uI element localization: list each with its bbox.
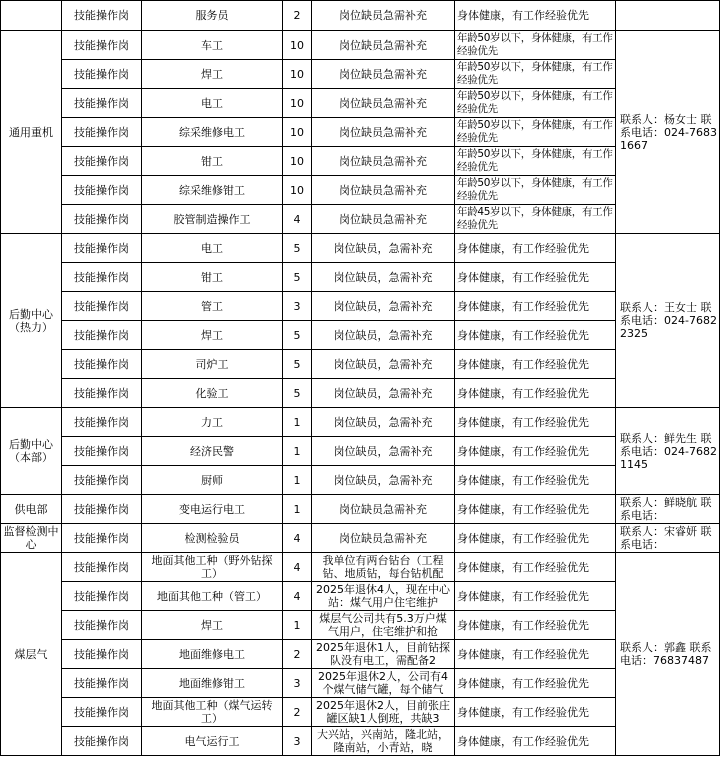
table-body <box>1 1 720 756</box>
post-name-cell: 变电运行电工 <box>142 495 283 524</box>
reason-cell: 岗位缺员，急需补充 <box>312 321 455 350</box>
headcount-cell: 3 <box>283 727 312 756</box>
contact-cell <box>616 1 720 31</box>
headcount-cell: 5 <box>283 234 312 263</box>
unit-cell: 通用重机 <box>1 31 62 234</box>
reason-cell: 岗位缺员急需补充 <box>312 1 455 31</box>
table-row <box>1 408 720 437</box>
post-name-cell: 管工 <box>142 292 283 321</box>
headcount-cell: 5 <box>283 321 312 350</box>
requirement-cell: 身体健康，有工作经验优先 <box>455 466 616 495</box>
requirement-cell: 年龄50岁以下，身体健康，有工作经验优先 <box>455 60 616 89</box>
position-type-cell: 技能操作岗 <box>62 89 142 118</box>
position-type-cell: 技能操作岗 <box>62 553 142 582</box>
position-type-cell: 技能操作岗 <box>62 321 142 350</box>
position-type-cell: 技能操作岗 <box>62 118 142 147</box>
position-type-cell: 技能操作岗 <box>62 408 142 437</box>
requirement-cell: 身体健康，有工作经验优先 <box>455 640 616 669</box>
post-name-cell: 地面其他工种（煤气运转工） <box>142 698 283 727</box>
post-name-cell: 钳工 <box>142 263 283 292</box>
requirement-cell: 年龄50岁以下，身体健康，有工作经验优先 <box>455 89 616 118</box>
requirement-cell: 年龄50岁以下，身体健康，有工作经验优先 <box>455 31 616 60</box>
table-row <box>1 350 720 379</box>
table-row <box>1 698 720 727</box>
post-name-cell: 焊工 <box>142 60 283 89</box>
post-name-cell: 服务员 <box>142 1 283 31</box>
post-name-cell: 电气运行工 <box>142 727 283 756</box>
requirement-cell: 身体健康，有工作经验优先 <box>455 379 616 408</box>
requirement-cell: 年龄50岁以下，身体健康，有工作经验优先 <box>455 147 616 176</box>
reason-cell: 我单位有两台钻台（工程钻、地质钻，每台钻机配 <box>312 553 455 582</box>
headcount-cell: 2 <box>283 1 312 31</box>
post-name-cell: 地面维修电工 <box>142 640 283 669</box>
post-name-cell: 厨师 <box>142 466 283 495</box>
table-row <box>1 611 720 640</box>
table-row <box>1 727 720 756</box>
position-type-cell: 技能操作岗 <box>62 466 142 495</box>
headcount-cell: 1 <box>283 466 312 495</box>
table-row <box>1 31 720 60</box>
post-name-cell: 经济民警 <box>142 437 283 466</box>
requirement-cell: 身体健康，有工作经验优先 <box>455 1 616 31</box>
headcount-cell: 4 <box>283 553 312 582</box>
post-name-cell: 综采维修钳工 <box>142 176 283 205</box>
requirement-cell: 年龄50岁以下，身体健康，有工作经验优先 <box>455 176 616 205</box>
headcount-cell: 1 <box>283 611 312 640</box>
post-name-cell: 综采维修电工 <box>142 118 283 147</box>
position-type-cell: 技能操作岗 <box>62 263 142 292</box>
table-row <box>1 437 720 466</box>
table-row <box>1 524 720 553</box>
table-row <box>1 466 720 495</box>
headcount-cell: 5 <box>283 263 312 292</box>
reason-cell: 岗位缺员，急需补充 <box>312 466 455 495</box>
headcount-cell: 2 <box>283 698 312 727</box>
post-name-cell: 钳工 <box>142 147 283 176</box>
position-type-cell: 技能操作岗 <box>62 640 142 669</box>
headcount-cell: 10 <box>283 118 312 147</box>
reason-cell: 岗位缺员急需补充 <box>312 31 455 60</box>
position-type-cell: 技能操作岗 <box>62 350 142 379</box>
reason-cell: 岗位缺员，急需补充 <box>312 350 455 379</box>
headcount-cell: 2 <box>283 640 312 669</box>
reason-cell: 岗位缺员急需补充 <box>312 60 455 89</box>
reason-cell: 大兴站，兴南站，隆北站，隆南站，小青站，晓 <box>312 727 455 756</box>
post-name-cell: 焊工 <box>142 611 283 640</box>
table-row <box>1 205 720 234</box>
headcount-cell: 3 <box>283 669 312 698</box>
table-row <box>1 89 720 118</box>
post-name-cell: 地面其他工种（野外钻探工） <box>142 553 283 582</box>
position-type-cell: 技能操作岗 <box>62 1 142 31</box>
reason-cell: 岗位缺员急需补充 <box>312 118 455 147</box>
requirement-cell: 身体健康，有工作经验优先 <box>455 611 616 640</box>
reason-cell: 岗位缺员急需补充 <box>312 176 455 205</box>
position-type-cell: 技能操作岗 <box>62 176 142 205</box>
reason-cell: 2025年退休2人，公司有4个煤气储气罐，每个储气 <box>312 669 455 698</box>
contact-cell: 联系人：鲜晓航 联系电话： <box>616 495 720 524</box>
requirement-cell: 身体健康，有工作经验优先 <box>455 553 616 582</box>
requirement-cell: 身体健康，有工作经验优先 <box>455 292 616 321</box>
reason-cell: 岗位缺员急需补充 <box>312 205 455 234</box>
table-row <box>1 582 720 611</box>
post-name-cell: 检测检验员 <box>142 524 283 553</box>
post-name-cell: 地面其他工种（管工） <box>142 582 283 611</box>
headcount-cell: 4 <box>283 205 312 234</box>
requirement-cell: 年龄45岁以下，身体健康，有工作经验优先 <box>455 205 616 234</box>
reason-cell: 岗位缺员急需补充 <box>312 524 455 553</box>
position-type-cell: 技能操作岗 <box>62 379 142 408</box>
reason-cell: 岗位缺员，急需补充 <box>312 263 455 292</box>
position-type-cell: 技能操作岗 <box>62 292 142 321</box>
reason-cell: 岗位缺员急需补充 <box>312 495 455 524</box>
headcount-cell: 10 <box>283 31 312 60</box>
headcount-cell: 5 <box>283 379 312 408</box>
post-name-cell: 电工 <box>142 89 283 118</box>
unit-cell: 监督检测中心 <box>1 524 62 553</box>
position-type-cell: 技能操作岗 <box>62 31 142 60</box>
table-row <box>1 147 720 176</box>
headcount-cell: 10 <box>283 147 312 176</box>
requirement-cell: 身体健康，有工作经验优先 <box>455 698 616 727</box>
requirement-cell: 身体健康，有工作经验优先 <box>455 263 616 292</box>
requirement-cell: 年龄50岁以下，身体健康，有工作经验优先 <box>455 118 616 147</box>
requirement-cell: 身体健康，有工作经验优先 <box>455 234 616 263</box>
headcount-cell: 5 <box>283 350 312 379</box>
unit-cell: 供电部 <box>1 495 62 524</box>
table-row <box>1 263 720 292</box>
table-row <box>1 379 720 408</box>
reason-cell: 岗位缺员，急需补充 <box>312 408 455 437</box>
position-type-cell: 技能操作岗 <box>62 727 142 756</box>
reason-cell: 岗位缺员急需补充 <box>312 89 455 118</box>
table-row <box>1 60 720 89</box>
table-row <box>1 234 720 263</box>
position-type-cell: 技能操作岗 <box>62 611 142 640</box>
headcount-cell: 10 <box>283 89 312 118</box>
position-type-cell: 技能操作岗 <box>62 437 142 466</box>
contact-cell: 联系人：杨女士 联系电话：024-76831667 <box>616 31 720 234</box>
post-name-cell: 化验工 <box>142 379 283 408</box>
table-row <box>1 669 720 698</box>
contact-cell: 联系人：郭鑫 联系电话：76837487 <box>616 553 720 756</box>
headcount-cell: 4 <box>283 524 312 553</box>
requirement-cell: 身体健康，有工作经验优先 <box>455 727 616 756</box>
table-row <box>1 553 720 582</box>
post-name-cell: 力工 <box>142 408 283 437</box>
post-name-cell: 地面维修钳工 <box>142 669 283 698</box>
requirement-cell: 身体健康，有工作经验优先 <box>455 495 616 524</box>
requirement-cell: 身体健康，有工作经验优先 <box>455 524 616 553</box>
headcount-cell: 1 <box>283 408 312 437</box>
requirement-cell: 身体健康，有工作经验优先 <box>455 437 616 466</box>
requirement-cell: 身体健康，有工作经验优先 <box>455 408 616 437</box>
headcount-cell: 4 <box>283 582 312 611</box>
headcount-cell: 1 <box>283 437 312 466</box>
table-row <box>1 118 720 147</box>
reason-cell: 2025年退休1人，目前钻探队没有电工，需配备2 <box>312 640 455 669</box>
table-row <box>1 292 720 321</box>
table-row <box>1 321 720 350</box>
contact-cell: 联系人：鲜先生 联系电话：024-76821145 <box>616 408 720 495</box>
requirement-cell: 身体健康，有工作经验优先 <box>455 582 616 611</box>
position-type-cell: 技能操作岗 <box>62 205 142 234</box>
post-name-cell: 车工 <box>142 31 283 60</box>
position-type-cell: 技能操作岗 <box>62 234 142 263</box>
requirement-cell: 身体健康，有工作经验优先 <box>455 669 616 698</box>
table-row <box>1 176 720 205</box>
position-type-cell: 技能操作岗 <box>62 582 142 611</box>
post-name-cell: 司炉工 <box>142 350 283 379</box>
reason-cell: 2025年退休4人，现在中心站：煤气用户住宅维护 <box>312 582 455 611</box>
unit-cell: 煤层气 <box>1 553 62 756</box>
table-row <box>1 495 720 524</box>
headcount-cell: 10 <box>283 176 312 205</box>
position-type-cell: 技能操作岗 <box>62 698 142 727</box>
reason-cell: 岗位缺员，急需补充 <box>312 234 455 263</box>
reason-cell: 岗位缺员急需补充 <box>312 147 455 176</box>
table-row <box>1 640 720 669</box>
headcount-cell: 3 <box>283 292 312 321</box>
position-type-cell: 技能操作岗 <box>62 147 142 176</box>
reason-cell: 岗位缺员，急需补充 <box>312 437 455 466</box>
position-type-cell: 技能操作岗 <box>62 524 142 553</box>
unit-cell: 后勤中心（热力） <box>1 234 62 408</box>
position-type-cell: 技能操作岗 <box>62 669 142 698</box>
position-type-cell: 技能操作岗 <box>62 495 142 524</box>
reason-cell: 煤层气公司共有5.3万户煤气用户，住宅维护和抢 <box>312 611 455 640</box>
unit-cell <box>1 1 62 31</box>
reason-cell: 岗位缺员，急需补充 <box>312 292 455 321</box>
post-name-cell: 胶管制造操作工 <box>142 205 283 234</box>
contact-cell: 联系人：王女士 联系电话：024-76822325 <box>616 234 720 408</box>
headcount-cell: 10 <box>283 60 312 89</box>
requirement-cell: 身体健康，有工作经验优先 <box>455 350 616 379</box>
post-name-cell: 焊工 <box>142 321 283 350</box>
reason-cell: 岗位缺员，急需补充 <box>312 379 455 408</box>
reason-cell: 2025年退休2人，目前张庄罐区缺1人倒班，共缺3 <box>312 698 455 727</box>
table-row <box>1 1 720 31</box>
post-name-cell: 电工 <box>142 234 283 263</box>
contact-cell: 联系人：宋睿妍 联系电话： <box>616 524 720 553</box>
position-type-cell: 技能操作岗 <box>62 60 142 89</box>
headcount-cell: 1 <box>283 495 312 524</box>
unit-cell: 后勤中心（本部） <box>1 408 62 495</box>
requirement-cell: 身体健康，有工作经验优先 <box>455 321 616 350</box>
